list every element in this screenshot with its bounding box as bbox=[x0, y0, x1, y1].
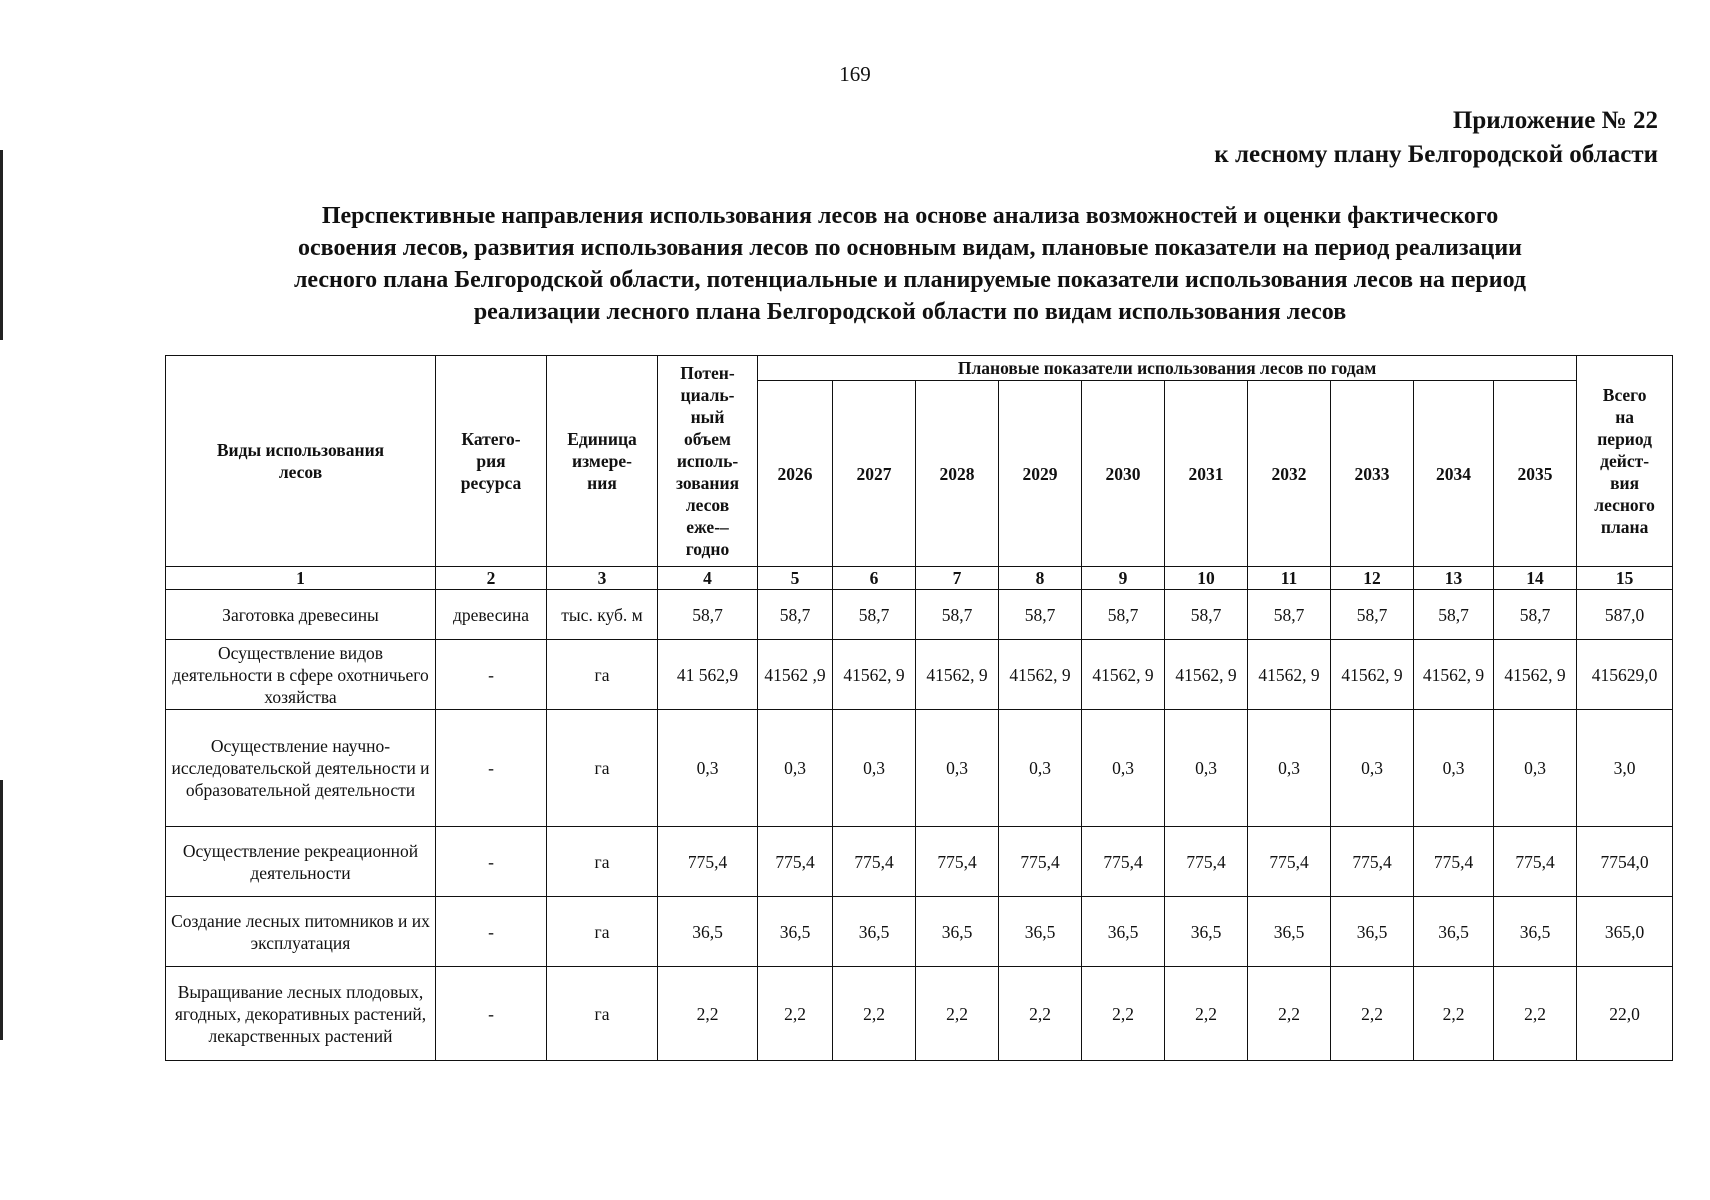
row-year-value: 2,2 bbox=[833, 967, 916, 1061]
row-year-value: 58,7 bbox=[1165, 590, 1248, 640]
row-year-value: 36,5 bbox=[999, 897, 1082, 967]
row-year-value: 58,7 bbox=[1248, 590, 1331, 640]
row-year-value: 775,4 bbox=[1331, 827, 1414, 897]
title-line: Перспективные направления использования лесов на основе анализа возможностей и оценки фактического bbox=[321, 203, 1499, 229]
row-year-value: 36,5 bbox=[758, 897, 833, 967]
row-category: - bbox=[436, 827, 547, 897]
header-year: 2026 bbox=[758, 381, 833, 567]
row-year-value: 41562, 9 bbox=[1414, 640, 1494, 710]
row-year-value: 0,3 bbox=[1414, 710, 1494, 827]
row-year-value: 41562, 9 bbox=[833, 640, 916, 710]
scan-edge-mark-top bbox=[0, 150, 3, 340]
row-year-value: 0,3 bbox=[1331, 710, 1414, 827]
page-number: 169 bbox=[839, 62, 871, 86]
header-year: 2033 bbox=[1331, 381, 1414, 567]
column-number-row bbox=[166, 567, 1673, 590]
header-year: 2034 bbox=[1414, 381, 1494, 567]
row-year-value: 775,4 bbox=[999, 827, 1082, 897]
row-year-value: 0,3 bbox=[1494, 710, 1577, 827]
row-year-value: 2,2 bbox=[916, 967, 999, 1061]
appendix-subtitle: к лесному плану Белгородской области bbox=[1214, 141, 1658, 168]
row-year-value: 0,3 bbox=[1165, 710, 1248, 827]
row-year-value: 0,3 bbox=[1082, 710, 1165, 827]
row-year-value: 775,4 bbox=[833, 827, 916, 897]
table-row bbox=[166, 590, 1673, 640]
row-year-value: 41562, 9 bbox=[1494, 640, 1577, 710]
row-year-value: 775,4 bbox=[758, 827, 833, 897]
column-number: 1 bbox=[166, 567, 436, 590]
header-kind: Виды использования лесов bbox=[166, 356, 436, 567]
row-total: 22,0 bbox=[1577, 967, 1673, 1061]
row-year-value: 58,7 bbox=[758, 590, 833, 640]
row-year-value: 2,2 bbox=[1494, 967, 1577, 1061]
row-year-value: 2,2 bbox=[1082, 967, 1165, 1061]
header-year: 2030 bbox=[1082, 381, 1165, 567]
header-category: Катего- рия ресурса bbox=[436, 356, 547, 567]
column-number: 8 bbox=[999, 567, 1082, 590]
row-potential: 0,3 bbox=[658, 710, 758, 827]
row-total: 3,0 bbox=[1577, 710, 1673, 827]
row-unit: га bbox=[547, 897, 658, 967]
row-year-value: 41562, 9 bbox=[1082, 640, 1165, 710]
row-year-value: 2,2 bbox=[1165, 967, 1248, 1061]
row-year-value: 775,4 bbox=[1414, 827, 1494, 897]
appendix-heading bbox=[1214, 104, 1658, 172]
row-potential: 2,2 bbox=[658, 967, 758, 1061]
title-line: реализации лесного плана Белгородской области по видам использования лесов bbox=[473, 299, 1347, 325]
row-kind: Осуществление научно-исследовательской деятельности и образовательной деятельности bbox=[166, 710, 436, 827]
row-year-value: 0,3 bbox=[999, 710, 1082, 827]
column-number: 14 bbox=[1494, 567, 1577, 590]
title-line: освоения лесов, развития использования лесов по основным видам, плановые показатели на период реализации bbox=[298, 235, 1522, 261]
column-number: 3 bbox=[547, 567, 658, 590]
row-total: 365,0 bbox=[1577, 897, 1673, 967]
row-year-value: 36,5 bbox=[833, 897, 916, 967]
header-unit: Единица измере- ния bbox=[547, 356, 658, 567]
row-year-value: 36,5 bbox=[916, 897, 999, 967]
row-year-value: 0,3 bbox=[833, 710, 916, 827]
column-number: 15 bbox=[1577, 567, 1673, 590]
column-number: 9 bbox=[1082, 567, 1165, 590]
row-unit: га bbox=[547, 710, 658, 827]
row-category: древесина bbox=[436, 590, 547, 640]
row-year-value: 36,5 bbox=[1248, 897, 1331, 967]
row-year-value: 2,2 bbox=[758, 967, 833, 1061]
column-number: 7 bbox=[916, 567, 999, 590]
row-year-value: 775,4 bbox=[1165, 827, 1248, 897]
row-year-value: 775,4 bbox=[1248, 827, 1331, 897]
column-number: 4 bbox=[658, 567, 758, 590]
header-year: 2032 bbox=[1248, 381, 1331, 567]
row-potential: 41 562,9 bbox=[658, 640, 758, 710]
table-row bbox=[166, 967, 1673, 1061]
row-year-value: 58,7 bbox=[1494, 590, 1577, 640]
row-kind: Выращивание лесных плодовых, ягодных, декоративных растений, лекарственных растений bbox=[166, 967, 436, 1061]
column-number: 11 bbox=[1248, 567, 1331, 590]
header-plan-group: Плановые показатели использования лесов по годам bbox=[758, 356, 1577, 381]
row-year-value: 2,2 bbox=[999, 967, 1082, 1061]
row-category: - bbox=[436, 640, 547, 710]
row-year-value: 2,2 bbox=[1248, 967, 1331, 1061]
row-potential: 36,5 bbox=[658, 897, 758, 967]
forest-use-table bbox=[165, 355, 1673, 1061]
appendix-number: Приложение № 22 bbox=[1452, 107, 1658, 134]
row-year-value: 41562, 9 bbox=[1165, 640, 1248, 710]
header-year: 2035 bbox=[1494, 381, 1577, 567]
header-year: 2029 bbox=[999, 381, 1082, 567]
document-title bbox=[150, 200, 1670, 328]
table-row bbox=[166, 640, 1673, 710]
table-row bbox=[166, 710, 1673, 827]
row-year-value: 775,4 bbox=[1082, 827, 1165, 897]
row-year-value: 41562, 9 bbox=[1248, 640, 1331, 710]
row-year-value: 0,3 bbox=[758, 710, 833, 827]
row-year-value: 41562, 9 bbox=[916, 640, 999, 710]
row-potential: 58,7 bbox=[658, 590, 758, 640]
row-unit: га bbox=[547, 640, 658, 710]
row-kind: Заготовка древесины bbox=[166, 590, 436, 640]
row-potential: 775,4 bbox=[658, 827, 758, 897]
row-year-value: 36,5 bbox=[1082, 897, 1165, 967]
row-category: - bbox=[436, 967, 547, 1061]
header-total: Всего на период дейст- вия лесного плана bbox=[1577, 356, 1673, 567]
row-unit: га bbox=[547, 827, 658, 897]
column-number: 6 bbox=[833, 567, 916, 590]
row-year-value: 41562, 9 bbox=[1331, 640, 1414, 710]
row-total: 415629,0 bbox=[1577, 640, 1673, 710]
row-year-value: 41562 ,9 bbox=[758, 640, 833, 710]
table-row bbox=[166, 897, 1673, 967]
row-year-value: 58,7 bbox=[999, 590, 1082, 640]
row-total: 7754,0 bbox=[1577, 827, 1673, 897]
row-year-value: 58,7 bbox=[916, 590, 999, 640]
row-total: 587,0 bbox=[1577, 590, 1673, 640]
table-row bbox=[166, 827, 1673, 897]
column-number: 12 bbox=[1331, 567, 1414, 590]
row-year-value: 58,7 bbox=[1082, 590, 1165, 640]
column-number: 13 bbox=[1414, 567, 1494, 590]
row-year-value: 41562, 9 bbox=[999, 640, 1082, 710]
row-unit: тыс. куб. м bbox=[547, 590, 658, 640]
row-year-value: 2,2 bbox=[1331, 967, 1414, 1061]
row-year-value: 58,7 bbox=[1331, 590, 1414, 640]
header-year: 2028 bbox=[916, 381, 999, 567]
row-year-value: 0,3 bbox=[916, 710, 999, 827]
row-year-value: 2,2 bbox=[1414, 967, 1494, 1061]
row-category: - bbox=[436, 897, 547, 967]
row-year-value: 58,7 bbox=[833, 590, 916, 640]
row-year-value: 36,5 bbox=[1414, 897, 1494, 967]
row-year-value: 36,5 bbox=[1494, 897, 1577, 967]
row-kind: Осуществление рекреационной деятельности bbox=[166, 827, 436, 897]
row-year-value: 0,3 bbox=[1248, 710, 1331, 827]
header-year: 2031 bbox=[1165, 381, 1248, 567]
row-kind: Создание лесных питомников и их эксплуатация bbox=[166, 897, 436, 967]
row-year-value: 36,5 bbox=[1165, 897, 1248, 967]
header-potential: Потен- циаль- ный объем исполь- зования лесов еже-– годно bbox=[658, 356, 758, 567]
scan-edge-mark-bottom bbox=[0, 780, 3, 1040]
column-number: 5 bbox=[758, 567, 833, 590]
row-kind: Осуществление видов деятельности в сфере охотничьего хозяйства bbox=[166, 640, 436, 710]
column-number: 10 bbox=[1165, 567, 1248, 590]
row-year-value: 775,4 bbox=[916, 827, 999, 897]
row-category: - bbox=[436, 710, 547, 827]
row-year-value: 36,5 bbox=[1331, 897, 1414, 967]
title-line: лесного плана Белгородской области, потенциальные и планируемые показатели использования лесов на период bbox=[293, 267, 1527, 293]
row-unit: га bbox=[547, 967, 658, 1061]
row-year-value: 58,7 bbox=[1414, 590, 1494, 640]
row-year-value: 775,4 bbox=[1494, 827, 1577, 897]
column-number: 2 bbox=[436, 567, 547, 590]
header-year: 2027 bbox=[833, 381, 916, 567]
